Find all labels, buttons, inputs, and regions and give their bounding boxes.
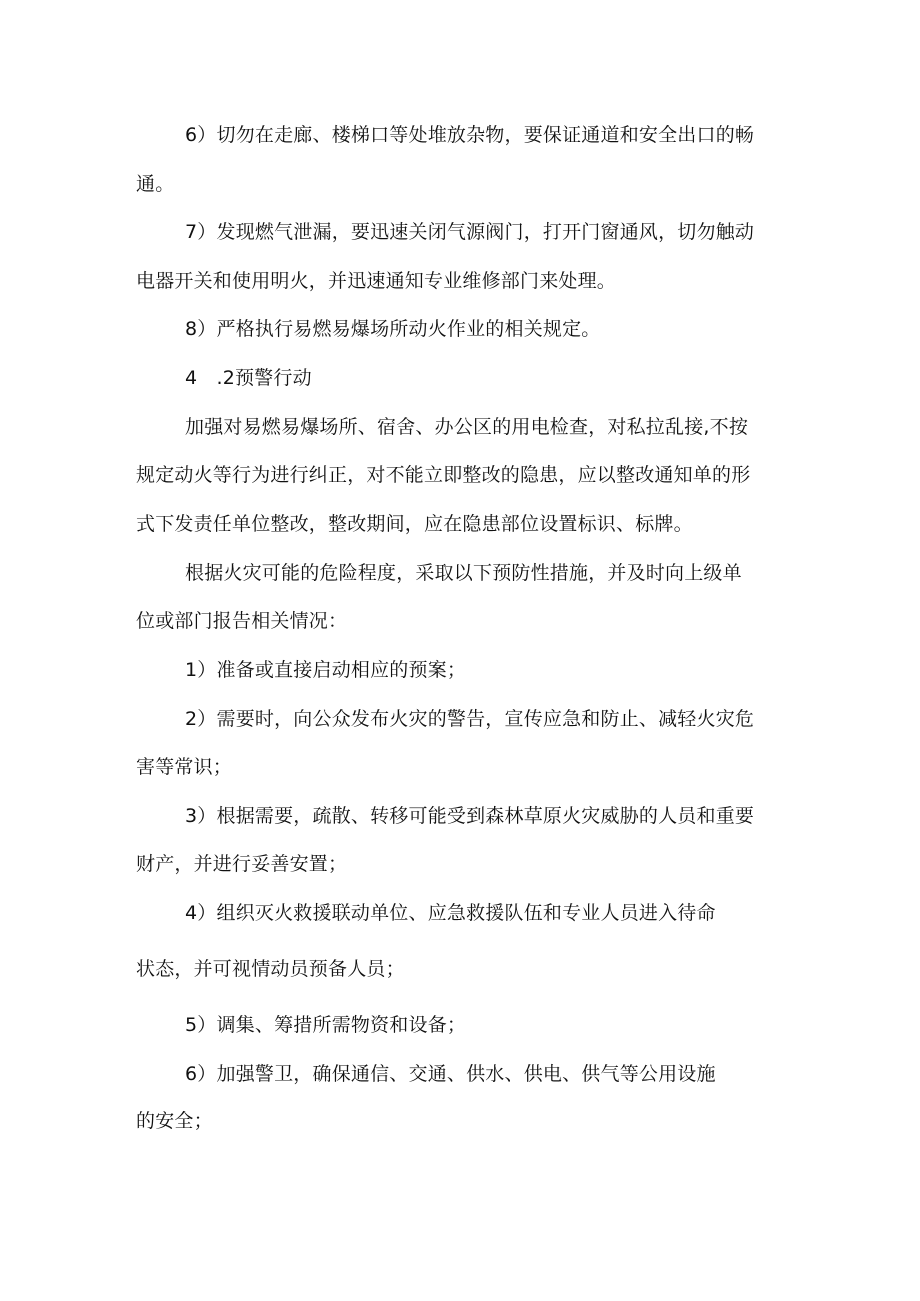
text-line: 6）切勿在走廊、楼梯口等处堆放杂物，要保证通道和安全出口的畅: [185, 124, 755, 146]
list-item: 1）准备或直接启动相应的预案；: [185, 659, 467, 681]
text-line: 加强对易燃易爆场所、宿舍、办公区的用电检查，对私拉乱接,不按: [185, 416, 749, 438]
text-line: 规定动火等行为进行纠正，对不能立即整改的隐患，应以整改通知单的形: [136, 464, 751, 486]
list-item: 5）调集、筹措所需物资和设备；: [185, 1014, 467, 1036]
list-item: 3）根据需要，疏散、转移可能受到森林草原火灾威胁的人员和重要: [185, 805, 755, 827]
text-line: 8）严格执行易燃易爆场所动火作业的相关规定。: [185, 318, 601, 340]
list-item: 4）组织灭火救援联动单位、应急救援队伍和专业人员进入待命: [185, 902, 716, 924]
list-item: 6）加强警卫，确保通信、交通、供水、供电、供气等公用设施: [185, 1063, 716, 1085]
text-line: 电器开关和使用明火，并迅速通知专业维修部门来处理。: [136, 270, 617, 292]
section-heading: 4 .2预警行动: [185, 367, 312, 389]
text-line: 状态，并可视情动员预备人员；: [136, 958, 405, 980]
text-line: 位或部门报告相关情况：: [136, 610, 348, 632]
text-line: 害等常识；: [136, 756, 233, 778]
text-line: 根据火灾可能的危险程度，采取以下预防性措施，并及时向上级单: [185, 562, 742, 584]
text-line: 财产，并进行妥善安置；: [136, 853, 348, 875]
text-line: 的安全；: [136, 1110, 213, 1132]
text-line: 通。: [136, 173, 175, 195]
text-line: 式下发责任单位整改，整改期间，应在隐患部位设置标识、标牌。: [136, 513, 693, 535]
list-item: 2）需要时，向公众发布火灾的警告，宣传应急和防止、减轻火灾危: [185, 708, 755, 730]
text-line: 7）发现燃气泄漏，要迅速关闭气源阀门，打开门窗通风，切勿触动: [185, 221, 755, 243]
